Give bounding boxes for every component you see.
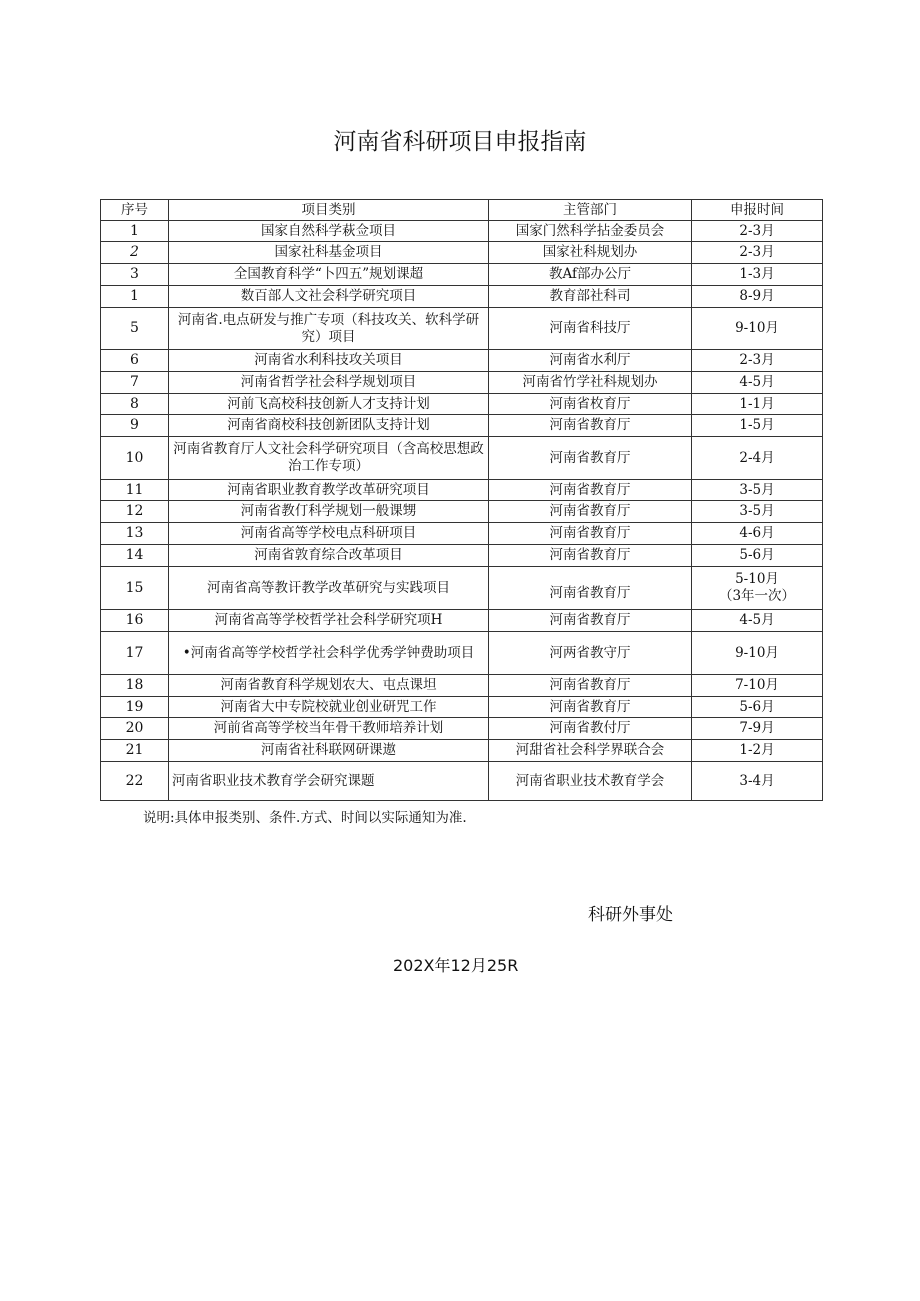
- table-row: [101, 610, 823, 632]
- row-dept: 河南省教育厅: [489, 610, 692, 632]
- row-category: 河前省高等学校当年骨干教师培养计划: [169, 718, 489, 740]
- row-category: 河南省大中专院校就业创业研咒工作: [169, 697, 489, 718]
- row-time: 2-3月: [692, 350, 823, 372]
- row-category: 河南省职业技术教育学会研究课题: [169, 762, 489, 801]
- row-time: 7-9月: [692, 718, 823, 740]
- row-time-note: （3年一次）: [718, 588, 796, 604]
- table-row: [101, 545, 823, 567]
- row-no: 2: [101, 242, 169, 264]
- row-dept: 河甜省社会科学界联合会: [489, 740, 692, 762]
- row-category: 河南省教仃科学规划一般课甥: [169, 501, 489, 523]
- row-dept: 国家门然科学拈金委员会: [489, 221, 692, 242]
- row-category: •河南省高等学校哲学社会科学优秀学钟费助项目: [169, 632, 489, 675]
- project-table: [100, 199, 823, 801]
- row-no: 12: [101, 501, 169, 523]
- row-no: 3: [101, 264, 169, 286]
- header-dept: 主管部门: [489, 200, 692, 221]
- table-row: [101, 242, 823, 264]
- row-no: 17: [101, 632, 169, 675]
- row-dept: 河南省竹学社科规划办: [489, 372, 692, 394]
- row-no: 16: [101, 610, 169, 632]
- table-row: [101, 762, 823, 801]
- footnote: 说明:具体申报类别、条件.方式、时间以实际通知为准.: [143, 810, 467, 826]
- table-row: [101, 632, 823, 675]
- row-time: 5-6月: [692, 697, 823, 718]
- row-time: 4-5月: [692, 610, 823, 632]
- row-dept: 河两省教守厅: [489, 632, 692, 675]
- row-time: 3-5月: [692, 501, 823, 523]
- row-no: 18: [101, 675, 169, 697]
- row-category: 河南省教育科学规划农大、屯点课坦: [169, 675, 489, 697]
- table-row: [101, 675, 823, 697]
- row-no: 6: [101, 350, 169, 372]
- header-category: 项目类别: [169, 200, 489, 221]
- page-title: 河南省科研项目申报指南: [333, 129, 587, 155]
- row-dept: 河南省枚育厅: [489, 394, 692, 415]
- row-time: 4-5月: [692, 372, 823, 394]
- row-no: 1: [101, 286, 169, 308]
- row-dept: 河南省教付厅: [489, 718, 692, 740]
- row-dept: 教Af部办公厅: [489, 264, 692, 286]
- row-time: 3-4月: [692, 762, 823, 801]
- table-row: [101, 308, 823, 350]
- table-row: [101, 567, 823, 610]
- row-no: 10: [101, 437, 169, 480]
- header-no: 序号: [101, 200, 169, 221]
- table-row: [101, 286, 823, 308]
- row-time-cell: [692, 567, 823, 610]
- row-dept: 国家社科规划办: [489, 242, 692, 264]
- row-time: 7-10月: [692, 675, 823, 697]
- row-category: 河南省职业教育教学改革研究项目: [169, 480, 489, 501]
- row-dept: 河南省教育厅: [489, 567, 692, 610]
- row-time: 9-10月: [692, 308, 823, 350]
- table-row: [101, 264, 823, 286]
- row-category: 数百部人文社会科学研究项目: [169, 286, 489, 308]
- table-row: [101, 480, 823, 501]
- row-category: 河前飞高校科技创新人才支持计划: [169, 394, 489, 415]
- row-no: 11: [101, 480, 169, 501]
- table-row: [101, 350, 823, 372]
- row-time: 1-1月: [692, 394, 823, 415]
- row-time: 3-5月: [692, 480, 823, 501]
- row-dept: 河南省水利厅: [489, 350, 692, 372]
- row-time: 5-10月: [735, 571, 779, 587]
- table-row: [101, 394, 823, 415]
- row-category: 河南省.电点研发与推广专项（科技攻关、软科学研究）项目: [169, 308, 489, 350]
- row-no: 1: [101, 221, 169, 242]
- table-header-row: [101, 200, 823, 221]
- table-row: [101, 740, 823, 762]
- row-dept: 河南省职业技术教育学会: [489, 762, 692, 801]
- row-category: 河南省哲学社会科学规划项目: [169, 372, 489, 394]
- row-time: 2-3月: [692, 221, 823, 242]
- row-dept: 河南省教育厅: [489, 480, 692, 501]
- row-dept: 河南省教育厅: [489, 675, 692, 697]
- row-category: 河南省高等教讦教学改革研究与实践项目: [169, 567, 489, 610]
- row-category: 国家自然科学萩佥项目: [169, 221, 489, 242]
- header-time: 申报时间: [692, 200, 823, 221]
- row-category: 河南省水利科技攻关项目: [169, 350, 489, 372]
- row-no: 14: [101, 545, 169, 567]
- issue-date: 202X年12月25R: [393, 956, 519, 975]
- row-category: 河南省商校科技创新团队支持计划: [169, 415, 489, 437]
- row-no: 20: [101, 718, 169, 740]
- office-signature: 科研外事处: [588, 905, 673, 925]
- row-dept: 河南省教育厅: [489, 415, 692, 437]
- table-row: [101, 372, 823, 394]
- row-no: 8: [101, 394, 169, 415]
- table-row: [101, 501, 823, 523]
- row-category: 国家社科基金项目: [169, 242, 489, 264]
- row-no: 15: [101, 567, 169, 610]
- row-dept: 教育部社科司: [489, 286, 692, 308]
- row-time: 1-2月: [692, 740, 823, 762]
- row-no: 21: [101, 740, 169, 762]
- row-category: 河南省社科联网研课遨: [169, 740, 489, 762]
- row-category: 河南省敦育综合改革项目: [169, 545, 489, 567]
- row-category: 全国教育科学“卜四五”规划课超: [169, 264, 489, 286]
- row-time: 1-3月: [692, 264, 823, 286]
- row-no: 13: [101, 523, 169, 545]
- row-time: 4-6月: [692, 523, 823, 545]
- row-category: 河南省高等学校哲学社会科学研究项H: [169, 610, 489, 632]
- row-time: 2-4月: [692, 437, 823, 480]
- row-time: 9-10月: [692, 632, 823, 675]
- row-no: 9: [101, 415, 169, 437]
- row-no: 5: [101, 308, 169, 350]
- row-time: 5-6月: [692, 545, 823, 567]
- row-time: 1-5月: [692, 415, 823, 437]
- table-row: [101, 415, 823, 437]
- table-row: [101, 697, 823, 718]
- row-dept: 河南省教育厅: [489, 501, 692, 523]
- row-no: 19: [101, 697, 169, 718]
- row-time: 8-9月: [692, 286, 823, 308]
- row-dept: 河南省教育厅: [489, 697, 692, 718]
- row-category: 河南省教育厅人文社会科学研究项目（含高校思想政治工作专项）: [169, 437, 489, 480]
- row-dept: 河南省科技厅: [489, 308, 692, 350]
- table-row: [101, 221, 823, 242]
- table-row: [101, 437, 823, 480]
- row-category: 河南省高等学校电点科研项目: [169, 523, 489, 545]
- row-dept: 河南省教育厅: [489, 437, 692, 480]
- table-row: [101, 523, 823, 545]
- row-dept: 河南省教育厅: [489, 523, 692, 545]
- row-dept: 河南省教育厅: [489, 545, 692, 567]
- table-row: [101, 718, 823, 740]
- row-time: 2-3月: [692, 242, 823, 264]
- row-no: 22: [101, 762, 169, 801]
- row-no: 7: [101, 372, 169, 394]
